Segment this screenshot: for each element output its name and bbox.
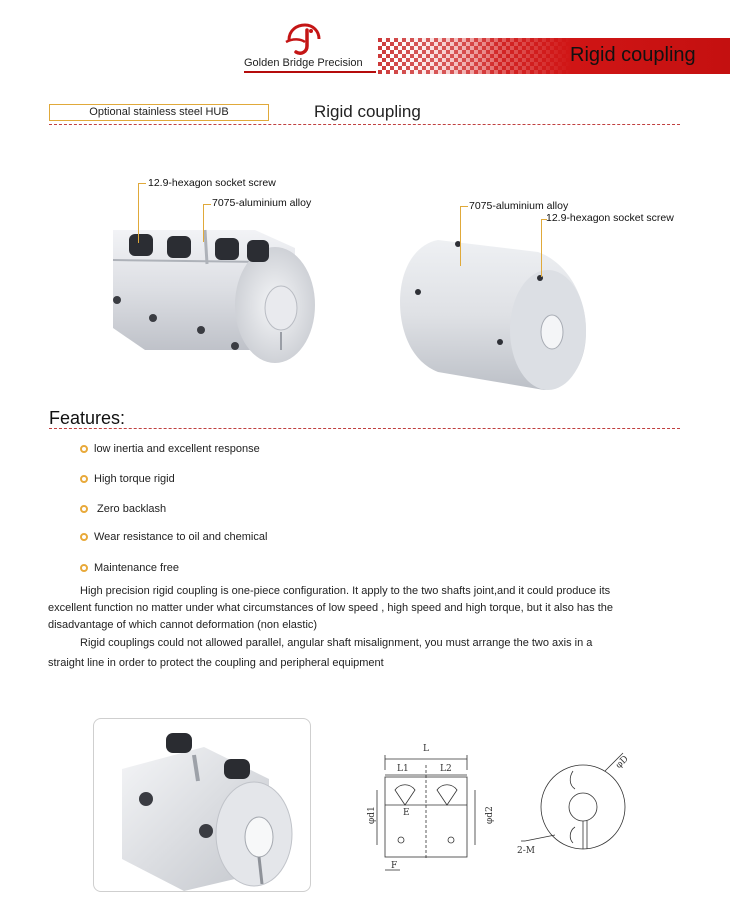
dim-label-d: φD — [614, 754, 631, 771]
dim-label-l1: L1 — [397, 764, 409, 774]
description-line: Rigid couplings could not allowed parallel, angular shaft misalignment, you must arrange the two axis in a — [80, 637, 593, 649]
feature-text: Wear resistance to oil and chemical — [94, 531, 268, 543]
divider-rule — [49, 428, 680, 429]
callout-leader — [460, 206, 461, 266]
feature-text: Maintenance free — [94, 562, 179, 574]
dim-label-m: 2-M — [517, 846, 535, 856]
clamp-coupling-image — [95, 200, 320, 375]
bullet-icon — [80, 533, 88, 541]
left-alloy-callout: 7075-aluminium alloy — [212, 197, 312, 209]
dimension-drawing-end — [515, 745, 645, 865]
dimension-drawing-side — [355, 735, 505, 880]
brand-underline — [244, 71, 376, 73]
right-alloy-callout: 7075-aluminium alloy — [469, 200, 569, 212]
dim-label-l: L — [423, 744, 429, 754]
dim-label-e: E — [403, 808, 410, 818]
divider-rule — [49, 124, 680, 125]
callout-connector — [138, 183, 146, 184]
dim-label-d1: φd1 — [367, 806, 377, 824]
page-header — [0, 0, 730, 80]
solid-coupling-image — [398, 232, 590, 392]
callout-leader — [138, 183, 139, 243]
description-line: High precision rigid coupling is one-piece configuration. It apply to the two shafts joint,and it could produce its — [80, 585, 611, 597]
optional-hub-label: Optional stainless steel HUB — [49, 104, 269, 121]
feature-item — [80, 503, 166, 515]
left-screw-callout: 12.9-hexagon socket screw — [148, 177, 276, 189]
header-title: Rigid coupling — [570, 44, 696, 66]
dim-label-d2: φd2 — [485, 806, 495, 824]
section-subtitle: Rigid coupling — [314, 102, 421, 121]
feature-item — [80, 443, 260, 455]
dim-label-l2: L2 — [440, 764, 452, 774]
bullet-icon — [80, 445, 88, 453]
bullet-icon — [80, 505, 88, 513]
bullet-icon — [80, 564, 88, 572]
description-line: excellent function no matter under what circumstances of low speed , high speed and high torque, but it also has the — [48, 602, 614, 614]
feature-item — [80, 562, 179, 574]
callout-leader — [541, 219, 542, 277]
dim-label-f: F — [391, 861, 398, 871]
feature-text: Zero backlash — [94, 503, 167, 515]
features-title: Features: — [49, 408, 126, 428]
description-line: disadvantage of which cannot deformation (non elastic) — [48, 619, 318, 631]
description-line: straight line in order to protect the coupling and peripheral equipment — [48, 657, 384, 669]
brand-name: Golden Bridge Precision — [244, 57, 363, 69]
feature-item — [80, 531, 267, 543]
right-screw-callout: 12.9-hexagon socket screw — [546, 212, 674, 224]
callout-connector — [460, 206, 468, 207]
feature-text: low inertia and excellent response — [94, 443, 260, 455]
coupling-photo-image — [94, 719, 311, 892]
feature-item — [80, 473, 175, 485]
bullet-icon — [80, 475, 88, 483]
feature-text: High torque rigid — [94, 473, 175, 485]
coupling-photo-frame — [93, 718, 311, 892]
callout-connector — [203, 204, 211, 205]
brand-logo-icon — [283, 22, 323, 58]
callout-leader — [203, 204, 204, 242]
